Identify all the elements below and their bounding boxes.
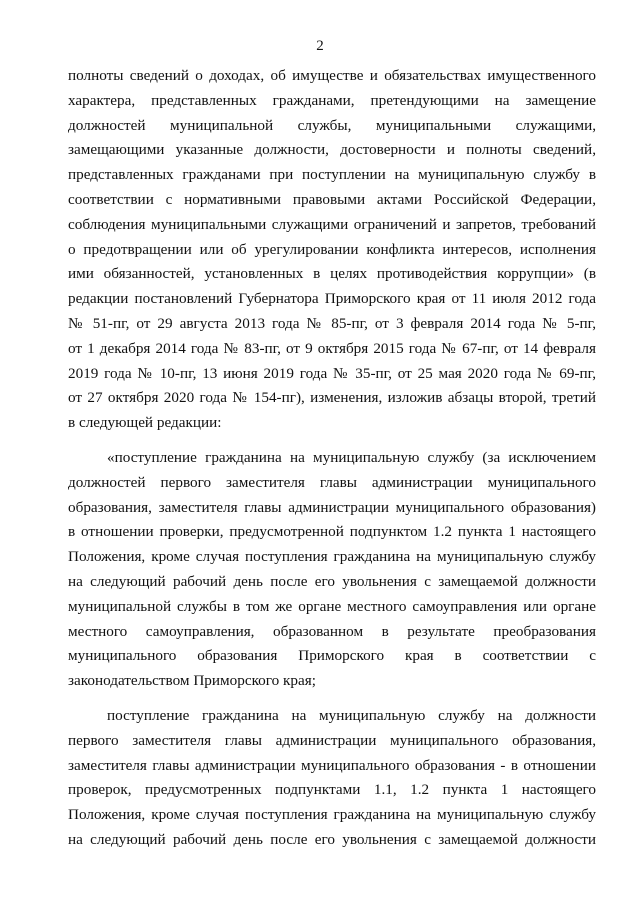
text-line: Положения, кроме случая поступления гражданина на муниципальную службу <box>68 806 596 824</box>
page-number: 2 <box>316 38 324 54</box>
text-line: муниципальной службы в том же органе местного самоуправления или органе <box>68 597 596 615</box>
text-line: должностей муниципальной службы, муниципальными служащими, <box>68 116 596 134</box>
text-line: представленных гражданами при поступлении на муниципальную службу в <box>68 166 596 184</box>
text-line: редакции постановлений Губернатора Приморского края от 11 июля 2012 года <box>68 290 596 308</box>
text-line: ими обязанностей, установленных в целях противодействия коррупции» (в <box>68 265 596 283</box>
text-line: соблюдения муниципальными служащими ограничений и запретов, требований <box>68 215 596 233</box>
text-line: «поступление гражданина на муниципальную службу (за исключением <box>107 448 596 466</box>
text-line: характера, представленных гражданами, претендующими на замещение <box>68 91 596 109</box>
text-line: № 51-пг, от 29 августа 2013 года № 85-пг, от 3 февраля 2014 года № 5-пг, <box>68 314 596 332</box>
text-line: о предотвращении или об урегулировании конфликта интересов, исполнения <box>68 240 596 258</box>
text-line: на следующий рабочий день после его увольнения с замещаемой должности <box>68 830 596 848</box>
text-line: в отношении проверки, предусмотренной подпунктом 1.2 пункта 1 настоящего <box>68 523 596 541</box>
text-line: проверок, предусмотренных подпунктами 1.1, 1.2 пункта 1 настоящего <box>68 781 596 799</box>
text-line: должностей первого заместителя главы администрации муниципального <box>68 473 596 491</box>
text-line: в следующей редакции: <box>68 414 222 432</box>
text-line: образования, заместителя главы администрации муниципального образования) <box>68 498 596 516</box>
document-body <box>68 64 596 853</box>
text-line: законодательством Приморского края; <box>68 672 316 690</box>
text-line: соответствии с нормативными правовыми актами Российской Федерации, <box>68 190 596 208</box>
text-line: местного самоуправления, образованном в результате преобразования <box>68 622 596 640</box>
text-line: муниципального образования Приморского края в соответствии с <box>68 647 596 665</box>
text-line: 2019 года № 10-пг, 13 июня 2019 года № 35-пг, от 25 мая 2020 года № 69-пг, <box>68 364 596 382</box>
text-line: полноты сведений о доходах, об имуществе и обязательствах имущественного <box>68 67 596 84</box>
text-line: заместителя главы администрации муниципального образования - в отношении <box>68 756 596 774</box>
text-line: от 1 декабря 2014 года № 83-пг, от 9 октября 2015 года № 67-пг, от 14 февраля <box>68 339 596 357</box>
text-line: первого заместителя главы администрации муниципального образования, <box>68 731 596 749</box>
text-line: на следующий рабочий день после его увольнения с замещаемой должности <box>68 572 596 590</box>
text-line: Положения, кроме случая поступления гражданина на муниципальную службу <box>68 548 596 566</box>
text-line: от 27 октября 2020 года № 154-пг), изменения, изложив абзацы второй, третий <box>68 389 596 407</box>
text-line: замещающими указанные должности, достоверности и полноты сведений, <box>68 141 596 159</box>
text-line: поступление гражданина на муниципальную службу на должности <box>107 706 596 724</box>
